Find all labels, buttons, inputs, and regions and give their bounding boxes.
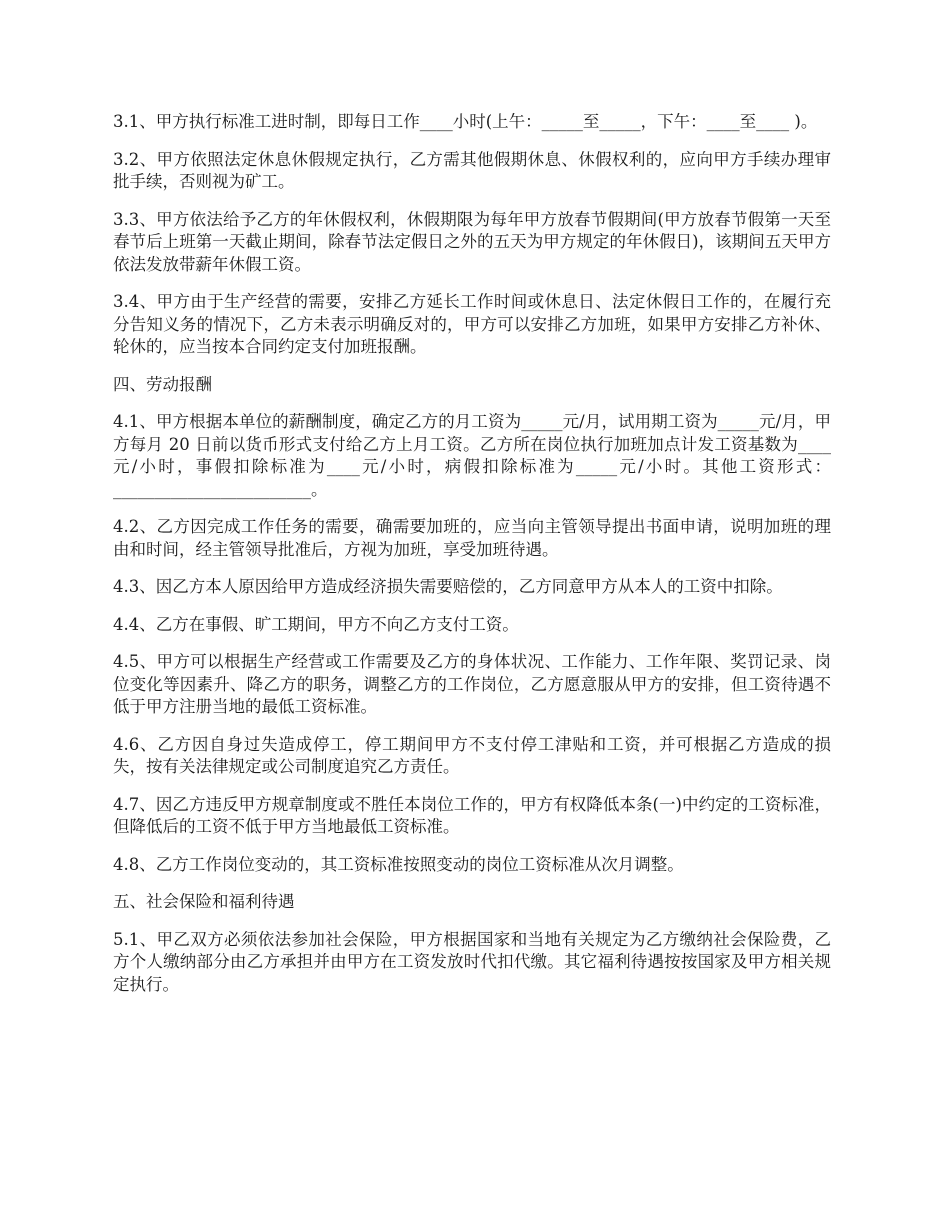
clause-3-4: 3.4、甲方由于生产经营的需要，安排乙方延长工作时间或休息日、法定休假日工作的，在履行充分告知义务的情况下，乙方未表示明确反对的，甲方可以安排乙方加班，如果甲方安排乙方补休、轮休的，应当按本合同约定支付加班报酬。 bbox=[113, 292, 831, 356]
clause-4-5: 4.5、甲方可以根据生产经营或工作需要及乙方的身体状况、工作能力、工作年限、奖罚记录、岗位变化等因素升、降乙方的职务，调整乙方的工作岗位，乙方愿意服从甲方的安排，但工资待遇不低于甲方注册当地的最低工资标准。 bbox=[113, 652, 831, 716]
clause-4-6: 4.6、乙方因自身过失造成停工，停工期间甲方不支付停工津贴和工资，并可根据乙方造成的损失，按有关法律规定或公司制度追究乙方责任。 bbox=[113, 734, 831, 776]
clause-4-1: 4.1、甲方根据本单位的薪酬制度，确定乙方的月工资为_____元/月，试用期工资为_____元/月，甲方每月 20 日前以货币形式支付给乙方上月工资。乙方所在岗位执行加班加点计发工资基数为____元/小时，事假扣除标准为____元/小时，病假扣除标准为_____元/小时。其他工资形式：________________________。 bbox=[113, 412, 831, 499]
document-body bbox=[113, 111, 831, 1011]
clause-3-2: 3.2、甲方依照法定休息休假规定执行，乙方需其他假期休息、休假权利的，应向甲方手续办理审批手续，否则视为矿工。 bbox=[113, 149, 831, 191]
clause-3-3: 3.3、甲方依法给予乙方的年休假权利，休假期限为每年甲方放春节假期间(甲方放春节假第一天至春节后上班第一天截止期间，除春节法定假日之外的五天为甲方规定的年休假日)，该期间五天甲方依法发放带薪年休假工资。 bbox=[113, 209, 831, 274]
clause-3-1: 3.1、甲方执行标准工进时制，即每日工作____小时(上午：_____至_____，下午：____至____ )。 bbox=[113, 112, 818, 131]
clause-4-4: 4.4、乙方在事假、旷工期间，甲方不向乙方支付工资。 bbox=[113, 614, 519, 634]
section-heading-5: 五、社会保险和福利待遇 bbox=[113, 892, 295, 911]
clause-4-2: 4.2、乙方因完成工作任务的需要，确需要加班的，应当向主管领导提出书面申请，说明加班的理由和时间，经主管领导批准后，方视为加班，享受加班待遇。 bbox=[113, 517, 831, 559]
clause-4-3: 4.3、因乙方本人原因给甲方造成经济损失需要赔偿的，乙方同意甲方从本人的工资中扣除。 bbox=[113, 577, 783, 596]
clause-4-8: 4.8、乙方工作岗位变动的，其工资标准按照变动的岗位工资标准从次月调整。 bbox=[113, 854, 684, 874]
clause-4-7: 4.7、因乙方违反甲方规章制度或不胜任本岗位工作的，甲方有权降低本条(一)中约定的工资标准，但降低后的工资不低于甲方当地最低工资标准。 bbox=[113, 794, 831, 836]
section-heading-4: 四、劳动报酬 bbox=[113, 374, 212, 394]
clause-5-1: 5.1、甲乙双方必须依法参加社会保险，甲方根据国家和当地有关规定为乙方缴纳社会保险费，乙方个人缴纳部分由乙方承担并由甲方在工资发放时代扣代缴。其它福利待遇按按国家及甲方相关规定执行。 bbox=[113, 929, 831, 994]
